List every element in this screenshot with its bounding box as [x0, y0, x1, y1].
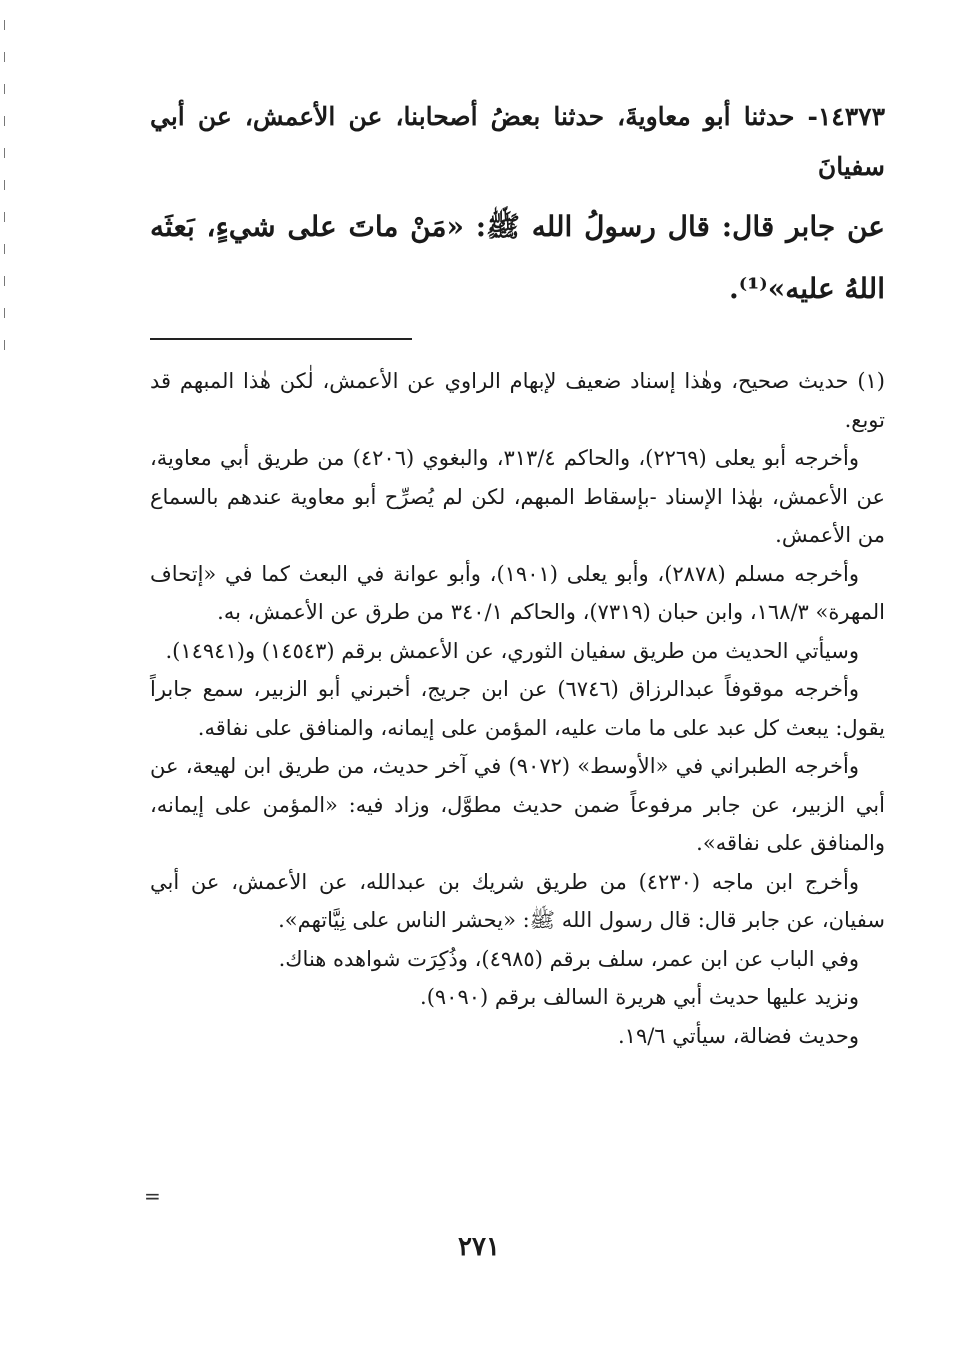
footnote-divider-wrap — [150, 338, 885, 340]
hadith-main — [150, 92, 885, 320]
footnote-paragraph: وأخرجه مسلم (٢٨٧٨)، وأبو يعلى (١٩٠١)، وأبو عوانة في البعث كما في «إتحاف المهرة» ١٦٨/٣، وابن حبان (٧٣١٩)، والحاكم ٣٤٠/١ من طرق عن الأعمش، به. — [150, 561, 885, 624]
footnote-divider — [150, 338, 412, 340]
footnotes — [150, 362, 885, 1055]
hadith-text: عن جابر قال: قال رسولُ الله ﷺ: «مَنْ ماتَ على شيءٍ، بَعثَه اللهُ عليه»⁽¹⁾. — [150, 210, 885, 305]
footnote-paragraph: وحديث فضالة، سيأتي ١٩/٦. — [617, 1023, 859, 1048]
continuation-mark: = — [144, 1184, 161, 1208]
footnote-paragraph: وأخرجه موقوفاً عبدالرزاق (٦٧٤٦) عن ابن جريج، أخبرني أبو الزبير، سمع جابراً يقول: يبعث كل عبد على ما مات عليه، المؤمن على إيمانه، والمنافق على نفاقه. — [150, 677, 885, 740]
hadith-chain: ١٤٣٧٣- حدثنا أبو معاويةَ، حدثنا بعضُ أصحابنا، عن الأعمش، عن أبي سفيانَ — [150, 102, 885, 181]
footnote-paragraph: وأخرجه أبو يعلى (٢٢٦٩)، والحاكم ٣١٣/٤، والبغوي (٤٢٠٦) من طريق أبي معاوية، عن الأعمش، بهٰذا الإسناد -بإسقاط المبهم، لكن لم يُصرِّح أبو معاوية عندهم بالسماع من الأعمش. — [150, 446, 885, 547]
page-body — [150, 92, 885, 1055]
page-number: ٢٧١ — [458, 1232, 500, 1262]
footnote-paragraph: وأخرج ابن ماجه (٤٢٣٠) من طريق شريك بن عبدالله، عن الأعمش، عن أبي سفيان، عن جابر قال: قال رسول الله ﷺ: «يحشر الناس على نِيَّاتهم». — [150, 869, 885, 932]
footnote-paragraph: (١) حديث صحيح، وهٰذا إسناد ضعيف لإبهام الراوي عن الأعمش، لٰكن هٰذا المبهم قد توبع. — [150, 369, 885, 432]
footnote-paragraph: ونزيد عليها حديث أبي هريرة السالف برقم (٩٠٩٠). — [420, 985, 859, 1009]
footnote-paragraph: وفي الباب عن ابن عمر، سلف برقم (٤٩٨٥)، وذُكِرَت شواهده هناك. — [278, 946, 859, 971]
scan-edge-marks — [4, 20, 7, 360]
footnote-paragraph: وسيأتي الحديث من طريق سفيان الثوري، عن الأعمش برقم (١٤٥٤٣) و(١٤٩٤١). — [165, 638, 859, 663]
footnote-paragraph: وأخرجه الطبراني في «الأوسط» (٩٠٧٢) في آخر حديث، من طريق ابن لهيعة، عن أبي الزبير، عن جابر مرفوعاً ضمن حديث مطوَّل، وزاد فيه: «المؤمن على إيمانه، والمنافق على نفاقه». — [150, 754, 885, 855]
